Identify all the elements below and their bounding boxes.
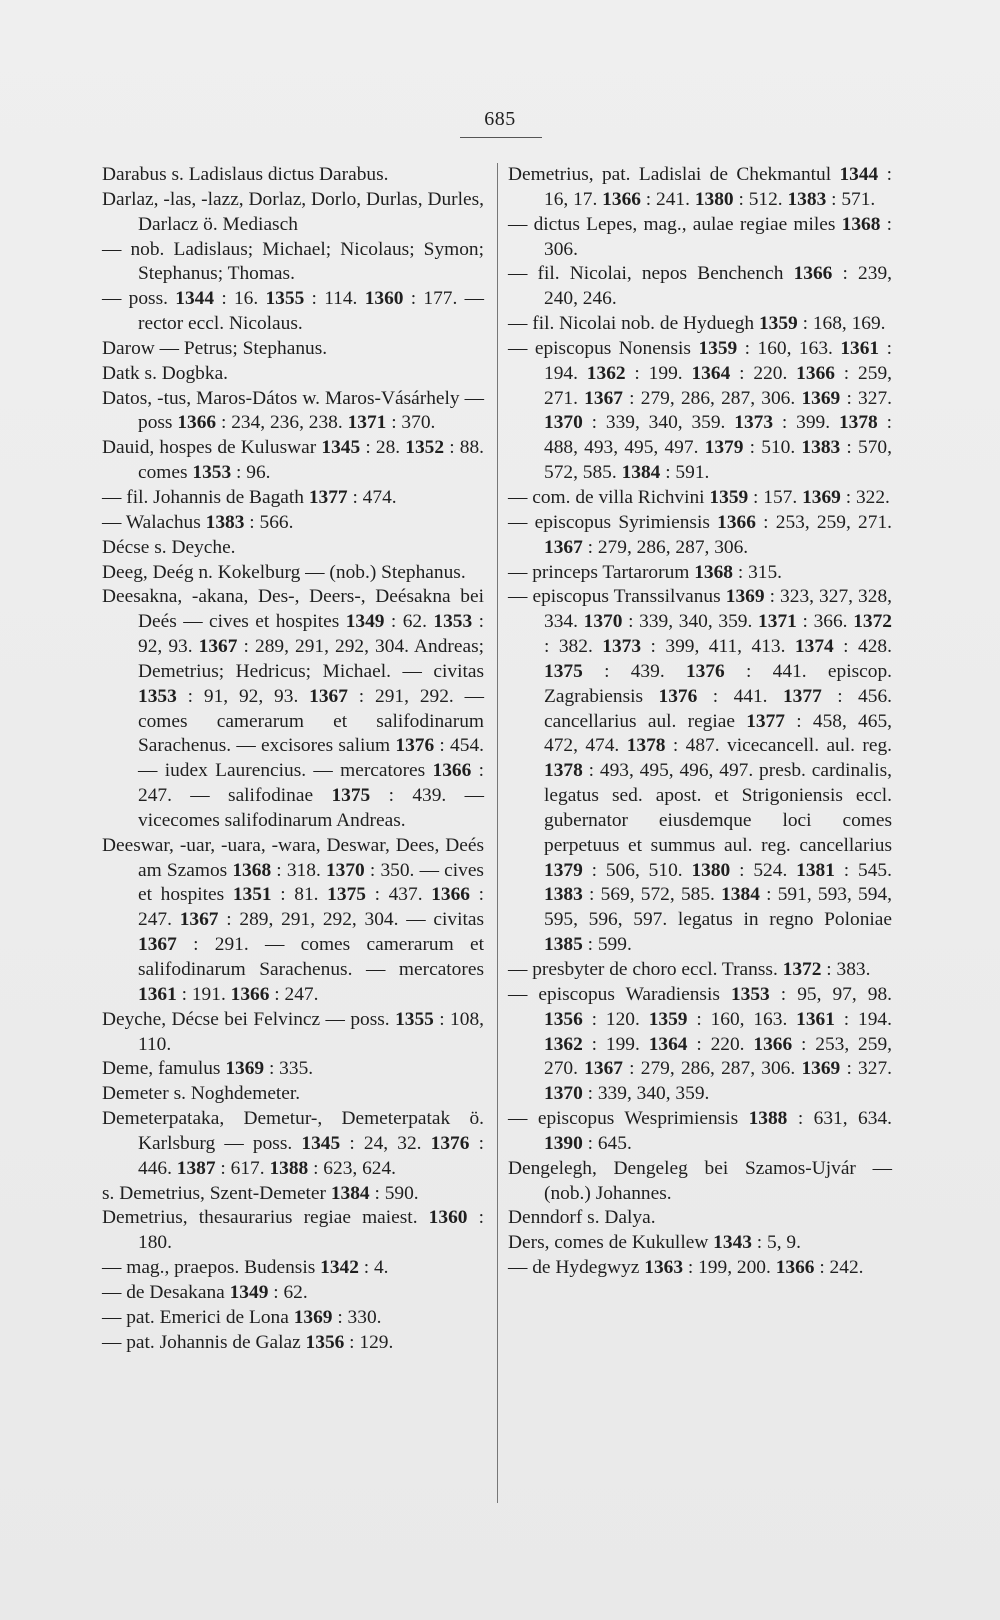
index-entry: — episcopus Syrimiensis 1366 : 253, 259, 271. 1367 : 279, 286, 287, 306. (508, 511, 892, 558)
index-entry: Denndorf s. Dalya. (508, 1207, 656, 1229)
column-divider (497, 163, 498, 1503)
index-entry: — pat. Johannis de Galaz 1356 : 129. (102, 1331, 394, 1353)
index-entry: — pat. Emerici de Lona 1369 : 330. (102, 1306, 382, 1328)
index-entry: — fil. Johannis de Bagath 1377 : 474. (102, 486, 397, 508)
index-entry: — presbyter de choro eccl. Transs. 1372 : 383. (508, 959, 871, 980)
index-entry: Décse s. Deyche. (102, 536, 236, 558)
index-entry: Demeter s. Noghdemeter. (102, 1083, 301, 1105)
index-entry: — nob. Ladislaus; Michael; Nicolaus; Symon; Stephanus; Thomas. (102, 238, 484, 285)
index-entry: — fil. Nicolai, nepos Benchench 1366 : 239, 240, 246. (508, 263, 892, 310)
header-rule (460, 137, 542, 138)
index-entry: Datk s. Dogbka. (102, 362, 229, 384)
left-index-column (102, 163, 484, 1356)
index-entry: Deesakna, -akana, Des-, Deers-, Deésakna bei Deés — cives et hospites 1349 : 62. 1353 : 92, 93. 1367 : 289, 291, 292, 304. Andreas; Demetrius; Hedricus; Michael. — civitas 1353 : 91, 92, 93. 1367 : 291, 292. — comes camerarum et salifodinarum Sarachenus. — excisores salium 1376 : 454. — iudex Laurencius. — mercatores 1366 : 247. — salifodinae 1375 : 439. — vicecomes salifodinarum Andreas. (102, 586, 485, 831)
index-entry: — princeps Tartarorum 1368 : 315. (508, 561, 783, 583)
right-index-column (508, 163, 892, 1281)
index-entry: — dictus Lepes, mag., aulae regiae miles 1368 : 306. (508, 213, 892, 260)
index-entry: Dengelegh, Dengeleg bei Szamos-Ujvár — (nob.) Johannes. (508, 1157, 892, 1204)
index-entry: Dauid, hospes de Kuluswar 1345 : 28. 1352 : 88. comes 1353 : 96. (102, 437, 485, 484)
index-entry: Demetrius, thesaurarius regiae maiest. 1360 : 180. (102, 1207, 484, 1254)
index-entry: — de Desakana 1349 : 62. (102, 1281, 308, 1303)
index-entry: Deyche, Décse bei Felvincz — poss. 1355 : 108, 110. (102, 1008, 484, 1055)
index-entry: Darlaz, -las, -lazz, Dorlaz, Dorlo, Durlas, Durles, Darlacz ö. Mediasch (102, 188, 484, 235)
index-entry: Darow — Petrus; Stephanus. (102, 337, 328, 359)
index-entry: — episcopus Wesprimiensis 1388 : 631, 634. 1390 : 645. (508, 1108, 892, 1154)
index-entry: — fil. Nicolai nob. de Hyduegh 1359 : 168, 169. (508, 313, 886, 335)
index-entry: — de Hydegwyz 1363 : 199, 200. 1366 : 242. (508, 1257, 864, 1279)
page-number: 685 (484, 108, 516, 130)
index-entry: Darabus s. Ladislaus dictus Darabus. (102, 164, 389, 185)
index-entry: s. Demetrius, Szent-Demeter 1384 : 590. (102, 1182, 419, 1204)
index-entry: — episcopus Waradiensis 1353 : 95, 97, 98. 1356 : 120. 1359 : 160, 163. 1361 : 194. 1362 : 199. 1364 : 220. 1366 : 253, 259, 270. 1367 : 279, 286, 287, 306. 1369 : 327. 1370 : 339, 340, 359. (508, 983, 892, 1105)
index-entry: Datos, -tus, Maros-Dátos w. Maros-Vásárhely — poss 1366 : 234, 236, 238. 1371 : 370. (102, 387, 484, 434)
index-entry: — com. de villa Richvini 1359 : 157. 1369 : 322. (508, 486, 890, 508)
index-entry: — Walachus 1383 : 566. (102, 511, 294, 533)
index-entry: Deeg, Deég n. Kokelburg — (nob.) Stephanus. (102, 561, 466, 583)
index-entry: — episcopus Transsilvanus 1369 : 323, 327, 328, 334. 1370 : 339, 340, 359. 1371 : 366. 1372 : 382. 1373 : 399, 411, 413. 1374 : 428. 1375 : 439. 1376 : 441. episcop. Zagrabiensis 1376 : 441. 1377 : 456. cancellarius aul. regiae 1377 : 458, 465, 472, 474. 1378 : 487. vicecancell. aul. reg. 1378 : 493, 495, 496, 497. presb. cardinalis, legatus sed. apost. et Strigoniensis eccl. gubernator eiusdemque loci comes perpetuus et summus aul. reg. cancellarius 1379 : 506, 510. 1380 : 524. 1381 : 545. 1383 : 569, 572, 585. 1384 : 591, 593, 594, 595, 596, 597. legatus in regno Poloniae 1385 : 599. (508, 586, 893, 956)
index-entry: Demeterpataka, Demetur-, Demeterpatak ö. Karlsburg — poss. 1345 : 24, 32. 1376 : 446. 1387 : 617. 1388 : 623, 624. (102, 1108, 484, 1179)
index-entry: Ders, comes de Kukullew 1343 : 5, 9. (508, 1232, 801, 1254)
index-entry: Demetrius, pat. Ladislai de Chekmantul 1344 : 16, 17. 1366 : 241. 1380 : 512. 1383 : 571. (508, 164, 892, 210)
index-entry: Deme, famulus 1369 : 335. (102, 1058, 314, 1080)
index-entry: Deeswar, -uar, -uara, -wara, Deswar, Dees, Deés am Szamos 1368 : 318. 1370 : 350. — cives et hospites 1351 : 81. 1375 : 437. 1366 : 247. 1367 : 289, 291, 292, 304. — civitas 1367 : 291. — comes camerarum et salifodinarum Sarachenus. — mercatores 1361 : 191. 1366 : 247. (102, 834, 484, 1005)
index-entry: — mag., praepos. Budensis 1342 : 4. (102, 1257, 389, 1279)
index-entry: — episcopus Nonensis 1359 : 160, 163. 1361 : 194. 1362 : 199. 1364 : 220. 1366 : 259, 271. 1367 : 279, 286, 287, 306. 1369 : 327. 1370 : 339, 340, 359. 1373 : 399. 1378 : 488, 493, 495, 497. 1379 : 510. 1383 : 570, 572, 585. 1384 : 591. (508, 337, 892, 484)
index-entry: — poss. 1344 : 16. 1355 : 114. 1360 : 177. — rector eccl. Nicolaus. (102, 288, 484, 335)
